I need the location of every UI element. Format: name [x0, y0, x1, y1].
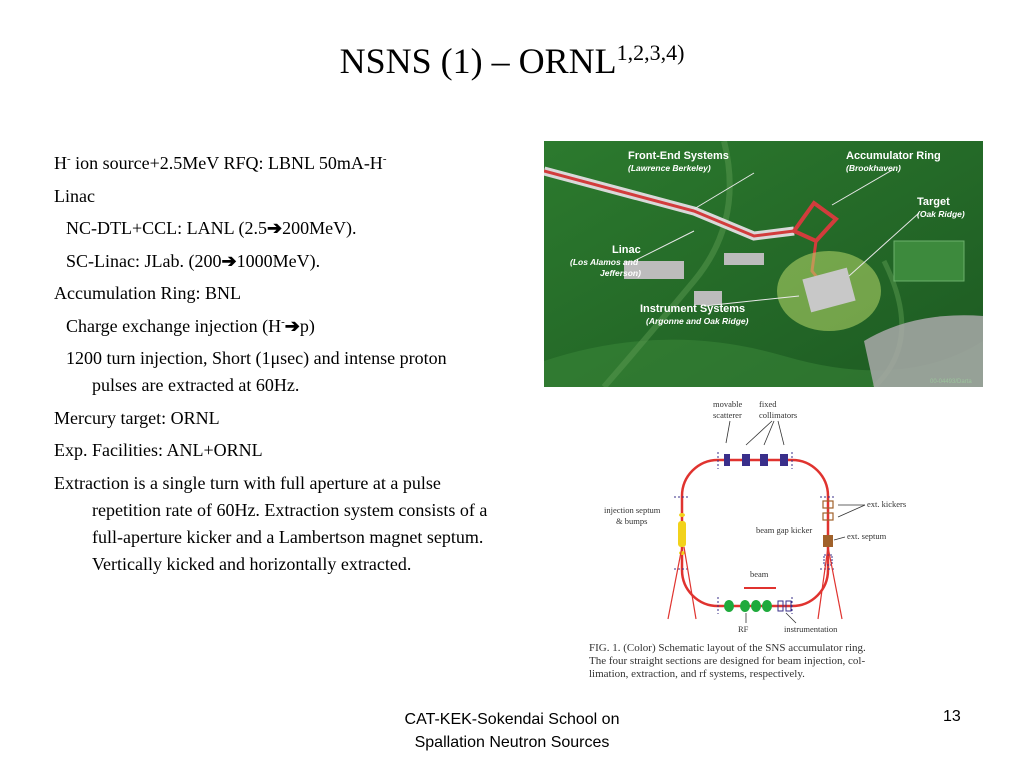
rf-cavity — [740, 600, 750, 612]
bullet-turn-injection — [54, 345, 494, 399]
label-target-sub: (Oak Ridge) — [917, 209, 965, 219]
text: ion source+2.5MeV RFQ: LBNL 50mA-H — [70, 153, 383, 173]
mu-symbol: μ — [270, 348, 281, 368]
label-instrument-sub: (Argonne and Oak Ridge) — [646, 316, 749, 326]
slide-footer — [330, 708, 694, 754]
caption-line: The four straight sections are designed for beam injection, col- — [589, 655, 866, 667]
text: 1000MeV). — [236, 250, 321, 271]
label-linac-sub: (Los Alamos and — [570, 257, 639, 267]
text: sec) and intense proton pulses are extracted at 60Hz. — [92, 348, 447, 395]
injection-septum — [678, 521, 686, 547]
pointer — [778, 421, 784, 445]
ext-septum-magnet — [823, 535, 833, 547]
label-accumulator: Accumulator Ring — [846, 150, 941, 162]
label-beam: beam — [750, 569, 769, 579]
slide-title-text: NSNS (1) – ORNL — [339, 41, 617, 81]
superscript: - — [67, 153, 71, 165]
extraction-line — [828, 547, 842, 619]
pointer — [764, 421, 774, 445]
pointer — [838, 505, 865, 517]
pointer — [834, 537, 845, 540]
pointer — [746, 421, 772, 445]
label-front-end-sub: (Lawrence Berkeley) — [628, 163, 711, 173]
label-movable: movable — [713, 399, 743, 409]
page-number: 13 — [943, 708, 961, 725]
collimator-magnet — [780, 454, 788, 466]
arrow-right-icon: ➔ — [284, 315, 300, 336]
pointer — [726, 421, 730, 443]
injection-line — [668, 547, 682, 619]
label-injection: & bumps — [616, 516, 648, 526]
accumulator-ring-schematic — [596, 397, 926, 633]
rf-cavity — [751, 600, 761, 612]
rf-cavity — [724, 600, 734, 612]
rf-cavity — [762, 600, 772, 612]
injection-bump — [679, 551, 685, 555]
label-linac: Linac — [612, 244, 641, 256]
label-beam-gap: beam gap kicker — [756, 525, 813, 535]
collimator-magnet — [760, 454, 768, 466]
slide-title — [0, 40, 1024, 82]
footer-line: Spallation Neutron Sources — [414, 734, 610, 751]
text: 200MeV). — [282, 218, 357, 238]
caption-line: limation, extraction, and rf systems, respectively. — [589, 668, 805, 680]
label-instrument: Instrument Systems — [640, 303, 746, 315]
bullet-accumulation-ring: Accumulation Ring: BNL — [54, 283, 241, 303]
superscript: - — [281, 315, 285, 328]
sns-aerial-illustration — [544, 141, 983, 387]
label-fixed: collimators — [759, 410, 798, 420]
movable-scatterer-magnet — [724, 454, 730, 466]
injection-line — [684, 547, 696, 619]
footer-line: CAT-KEK-Sokendai School on — [404, 711, 620, 728]
collimator-magnet — [742, 454, 750, 466]
label-rf: RF — [738, 624, 749, 633]
text: Charge exchange injection (H — [66, 315, 282, 336]
bullet-list — [54, 150, 494, 583]
bullet-mercury-target: Mercury target: ORNL — [54, 407, 220, 428]
label-fixed: fixed — [759, 399, 777, 409]
label-instrumentation: instrumentation — [784, 624, 838, 633]
label-ext-kickers: ext. kickers — [867, 499, 907, 509]
pointer — [786, 613, 796, 623]
text: NC-DTL+CCL: LANL (2.5 — [66, 218, 267, 238]
bullet-nc-dtl — [54, 215, 494, 242]
injection-bump — [679, 513, 685, 517]
text: p) — [299, 315, 315, 336]
caption-line: FIG. 1. (Color) Schematic layout of the SNS accumulator ring. — [589, 642, 866, 654]
text: 1200 turn injection, Short (1 — [66, 348, 271, 368]
superscript: - — [382, 153, 387, 165]
bullet-charge-exchange — [54, 313, 494, 340]
label-ext-septum: ext. septum — [847, 531, 887, 541]
label-linac-sub: Jefferson) — [600, 268, 641, 278]
label-front-end: Front-End Systems — [628, 150, 729, 162]
bullet-linac: Linac — [54, 185, 95, 206]
arrow-right-icon: ➔ — [221, 250, 237, 271]
bullet-exp-facilities: Exp. Facilities: ANL+ORNL — [54, 440, 263, 460]
field — [894, 241, 964, 281]
text: SC-Linac: JLab. (200 — [66, 250, 222, 271]
bullet-extraction: Extraction is a single turn with full aperture at a pulse repetition rate of 60Hz. Extraction system consists of a full-aperture kicker and a Lambertson magnet septum. Vertically kicked and horizontally extracted. — [54, 472, 488, 574]
figure-caption — [589, 642, 929, 681]
bullet-ion-source — [54, 150, 494, 177]
label-target: Target — [917, 196, 950, 208]
figure-code: 00-04493/Darta — [930, 379, 972, 385]
arrow-right-icon: ➔ — [266, 218, 283, 238]
label-accumulator-sub: (Brookhaven) — [846, 163, 901, 173]
building — [724, 253, 764, 265]
label-injection: injection septum — [604, 505, 661, 515]
text: H — [54, 153, 67, 173]
slide-title-references: 1,2,3,4) — [616, 40, 685, 65]
label-movable: scatterer — [713, 410, 742, 420]
bullet-sc-linac — [54, 248, 494, 275]
